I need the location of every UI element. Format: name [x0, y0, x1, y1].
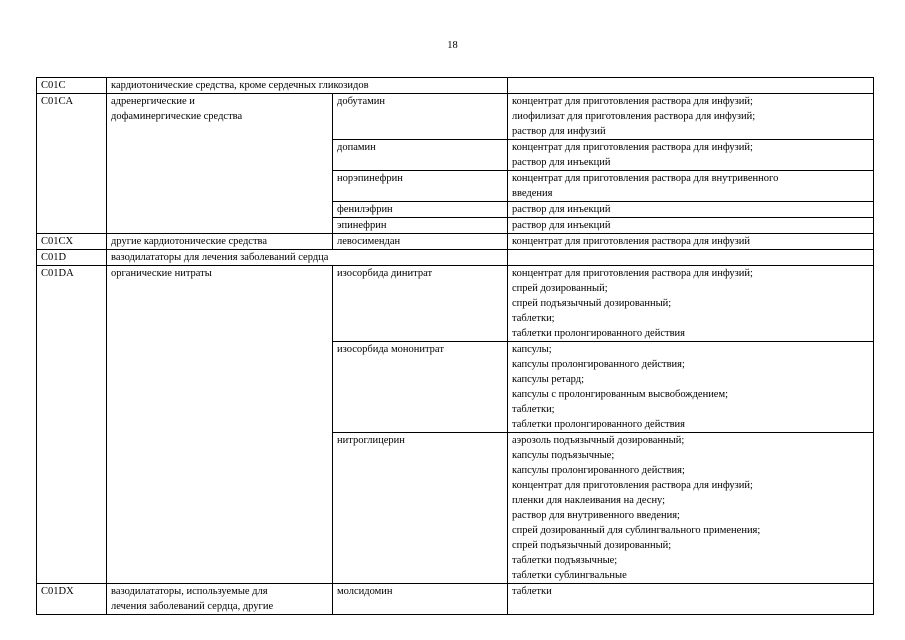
- table-row: [37, 78, 874, 94]
- dosage-form: таблетки подъязычные;: [512, 555, 618, 566]
- dosage-form: концентрат для приготовления раствора для инфузий;: [512, 96, 753, 107]
- atc-code: C01C: [37, 78, 107, 94]
- atc-code: C01DX: [37, 584, 107, 615]
- dosage-form: таблетки пролонгированного действия: [512, 419, 685, 430]
- dosage-form: таблетки: [512, 586, 552, 597]
- drug-name: добутамин: [333, 94, 508, 140]
- dosage-form: таблетки сублингвальные: [512, 570, 627, 581]
- dosage-form: таблетки;: [512, 404, 555, 415]
- dosage-forms: [508, 78, 874, 94]
- table-row: [37, 266, 874, 342]
- dosage-form: спрей подъязычный дозированный;: [512, 298, 672, 309]
- dosage-forms: [508, 342, 874, 433]
- dosage-form: капсулы ретард;: [512, 374, 584, 385]
- atc-group-line: дофаминергические средства: [111, 111, 243, 122]
- dosage-forms: [508, 234, 874, 250]
- page-number: 18: [447, 40, 458, 51]
- atc-code: C01D: [37, 250, 107, 266]
- dosage-form: концентрат для приготовления раствора для инфузий: [512, 236, 750, 247]
- dosage-form: концентрат для приготовления раствора для инфузий;: [512, 142, 753, 153]
- atc-code: C01CA: [37, 94, 107, 234]
- drug-name: нитроглицерин: [333, 433, 508, 584]
- dosage-form: капсулы с пролонгированным высвобождением;: [512, 389, 729, 400]
- dosage-form: таблетки;: [512, 313, 555, 324]
- dosage-forms: [508, 94, 874, 140]
- dosage-forms: [508, 218, 874, 234]
- dosage-form: концентрат для приготовления раствора для внутривенного: [512, 173, 779, 184]
- atc-group: вазодилататоры для лечения заболеваний сердца: [107, 250, 508, 266]
- dosage-form: пленки для наклеивания на десну;: [512, 495, 666, 506]
- atc-group: [107, 584, 333, 615]
- dosage-form: спрей дозированный;: [512, 283, 608, 294]
- drug-name: фенилэфрин: [333, 202, 508, 218]
- table-row: [37, 234, 874, 250]
- dosage-form: концентрат для приготовления раствора для инфузий;: [512, 268, 753, 279]
- drug-classification-table: [36, 77, 874, 615]
- dosage-form: раствор для инфузий: [512, 126, 606, 137]
- dosage-form: лиофилизат для приготовления раствора для инфузий;: [512, 111, 756, 122]
- dosage-form: таблетки пролонгированного действия: [512, 328, 685, 339]
- atc-group-line: вазодилататоры, используемые для: [111, 586, 268, 597]
- dosage-form: аэрозоль подъязычный дозированный;: [512, 435, 685, 446]
- atc-group: другие кардиотонические средства: [107, 234, 333, 250]
- drug-name: изосорбида динитрат: [333, 266, 508, 342]
- dosage-forms: [508, 140, 874, 171]
- dosage-form: введения: [512, 188, 553, 199]
- table-row: [37, 584, 874, 615]
- atc-group: кардиотонические средства, кроме сердечных гликозидов: [107, 78, 508, 94]
- atc-group-line: адренергические и: [111, 96, 195, 107]
- dosage-forms: [508, 584, 874, 615]
- dosage-forms: [508, 250, 874, 266]
- atc-group-line: лечения заболеваний сердца, другие: [111, 601, 274, 612]
- dosage-form: раствор для внутривенного введения;: [512, 510, 680, 521]
- drug-name: норэпинефрин: [333, 171, 508, 202]
- dosage-form: капсулы;: [512, 344, 552, 355]
- dosage-form: спрей подъязычный дозированный;: [512, 540, 672, 551]
- table-row: [37, 250, 874, 266]
- dosage-form: спрей дозированный для сублингвального применения;: [512, 525, 761, 536]
- atc-code: C01CX: [37, 234, 107, 250]
- drug-name: допамин: [333, 140, 508, 171]
- drug-name: левосимендан: [333, 234, 508, 250]
- dosage-form: раствор для инъекций: [512, 157, 611, 168]
- dosage-form: раствор для инъекций: [512, 204, 611, 215]
- drug-name: изосорбида мононитрат: [333, 342, 508, 433]
- dosage-forms: [508, 266, 874, 342]
- drug-name: эпинефрин: [333, 218, 508, 234]
- atc-group: [107, 94, 333, 234]
- table-row: [37, 94, 874, 140]
- dosage-form: капсулы подъязычные;: [512, 450, 615, 461]
- dosage-forms: [508, 202, 874, 218]
- dosage-form: капсулы пролонгированного действия;: [512, 359, 685, 370]
- dosage-form: капсулы пролонгированного действия;: [512, 465, 685, 476]
- dosage-forms: [508, 171, 874, 202]
- dosage-form: раствор для инъекций: [512, 220, 611, 231]
- dosage-form: концентрат для приготовления раствора для инфузий;: [512, 480, 753, 491]
- atc-code: C01DA: [37, 266, 107, 584]
- drug-name: молсидомин: [333, 584, 508, 615]
- atc-group: органические нитраты: [107, 266, 333, 584]
- dosage-forms: [508, 433, 874, 584]
